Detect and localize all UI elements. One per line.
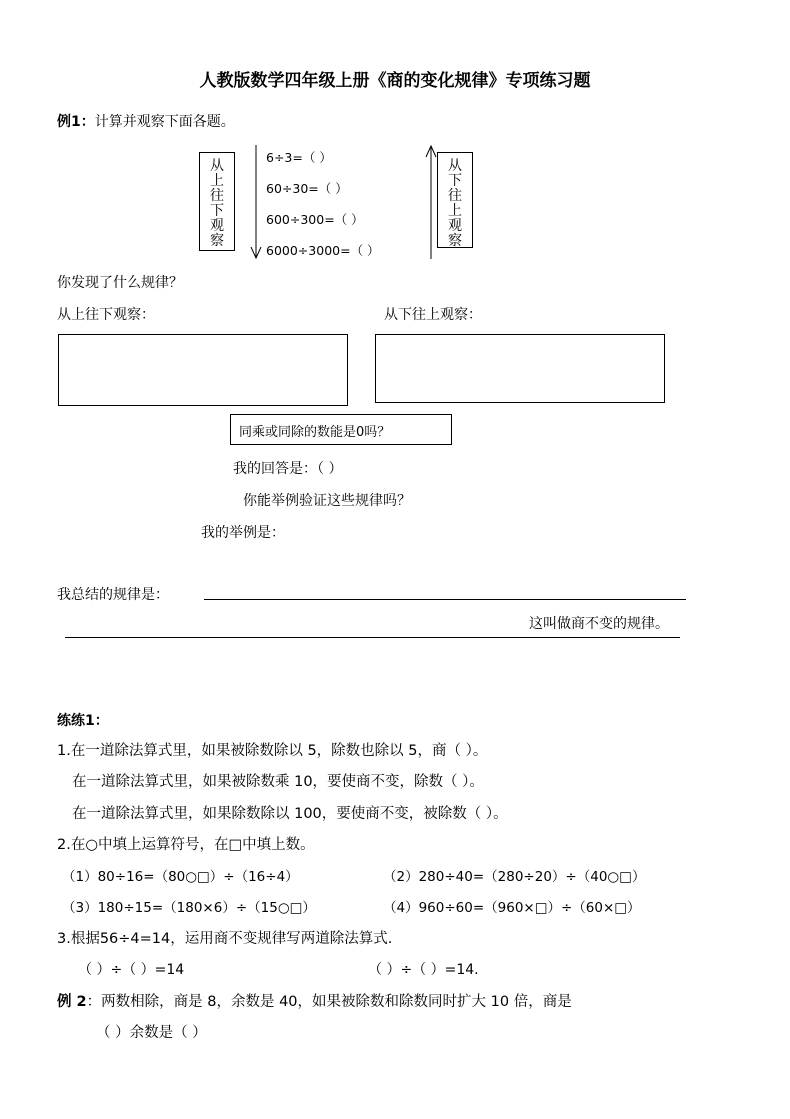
practice1-q3-b: （ ）÷（ ）=14. — [368, 962, 479, 978]
practice1-q1-line3: 在一道除法算式里，如果除数除以 100，要使商不变，被除数（ ）。 — [72, 806, 508, 822]
top-down-label: 从上往下观察： — [57, 307, 155, 323]
up-arrow-icon — [424, 143, 438, 261]
practice1-q2-item3: （3）180÷15=（180×6）÷（15○□） — [62, 900, 316, 916]
bottom-up-label: 从下往上观察： — [384, 307, 482, 323]
top-down-observe-text: 从上往下观察 — [210, 158, 224, 249]
example1-label: 例1 — [57, 114, 81, 130]
example2-label: 例 2 — [57, 994, 87, 1010]
practice1-q3-title: 3.根据56÷4=14，运用商不变规律写两道除法算式. — [57, 931, 393, 947]
summary-end-text: 这叫做商不变的规律。 — [529, 616, 669, 632]
page-title: 人教版数学四年级上册《商的变化规律》专项练习题 — [199, 71, 591, 91]
verify-question: 你能举例验证这些规律吗？ — [243, 493, 411, 509]
practice1-q2-item4: （4）960÷60=（960×□）÷（60×□） — [383, 900, 641, 916]
example2-text: ：两数相除，商是 8，余数是 40，如果被除数和除数同时扩大 10 倍，商是 — [86, 994, 572, 1010]
top-down-answer-box[interactable] — [58, 334, 348, 406]
practice1-q3-a: （ ）÷（ ）=14 — [78, 962, 185, 978]
question-pattern: 你发现了什么规律？ — [57, 275, 183, 291]
practice1-label: 练练1： — [57, 713, 109, 729]
practice1-q1-line1: 1.在一道除法算式里，如果被除数除以 5，除数也除以 5，商（ ）。 — [57, 743, 488, 759]
zero-question-box — [230, 414, 452, 445]
bottom-up-answer-box[interactable] — [375, 334, 665, 403]
equation-1: 6÷3=（ ） — [266, 150, 332, 165]
my-answer: 我的回答是：（ ） — [233, 461, 343, 477]
bottom-up-observe-text: 从下往上观察 — [448, 158, 462, 249]
example1-colon: ： — [80, 114, 95, 130]
summary-line-1 — [204, 599, 686, 600]
example2-line1 — [57, 990, 572, 1011]
equation-4: 6000÷3000=（ ） — [266, 243, 380, 258]
summary-line-2 — [65, 637, 680, 638]
practice1-q2-item1: （1）80÷16=（80○□）÷（16÷4） — [62, 869, 299, 885]
practice1-q2-title: 2.在○中填上运算符号，在□中填上数。 — [57, 837, 315, 853]
top-down-observe-box — [199, 152, 235, 251]
practice1-q1-line2: 在一道除法算式里，如果被除数乘 10，要使商不变，除数（ ）。 — [72, 774, 484, 790]
equation-2: 60÷30=（ ） — [266, 181, 348, 196]
bottom-up-observe-box — [437, 152, 473, 248]
example1-instruction: 计算并观察下面各题。 — [94, 114, 235, 130]
example2-line2: （ ）余数是（ ） — [96, 1025, 207, 1041]
practice1-q2-item2: （2）280÷40=（280÷20）÷（40○□） — [383, 869, 646, 885]
zero-question-text: 同乘或同除的数能是0吗？ — [239, 425, 391, 440]
example1-header — [57, 111, 235, 131]
my-example-label: 我的举例是： — [201, 525, 285, 541]
down-arrow-icon — [249, 143, 263, 261]
equation-3: 600÷300=（ ） — [266, 212, 364, 227]
summary-label: 我总结的规律是： — [57, 587, 169, 603]
